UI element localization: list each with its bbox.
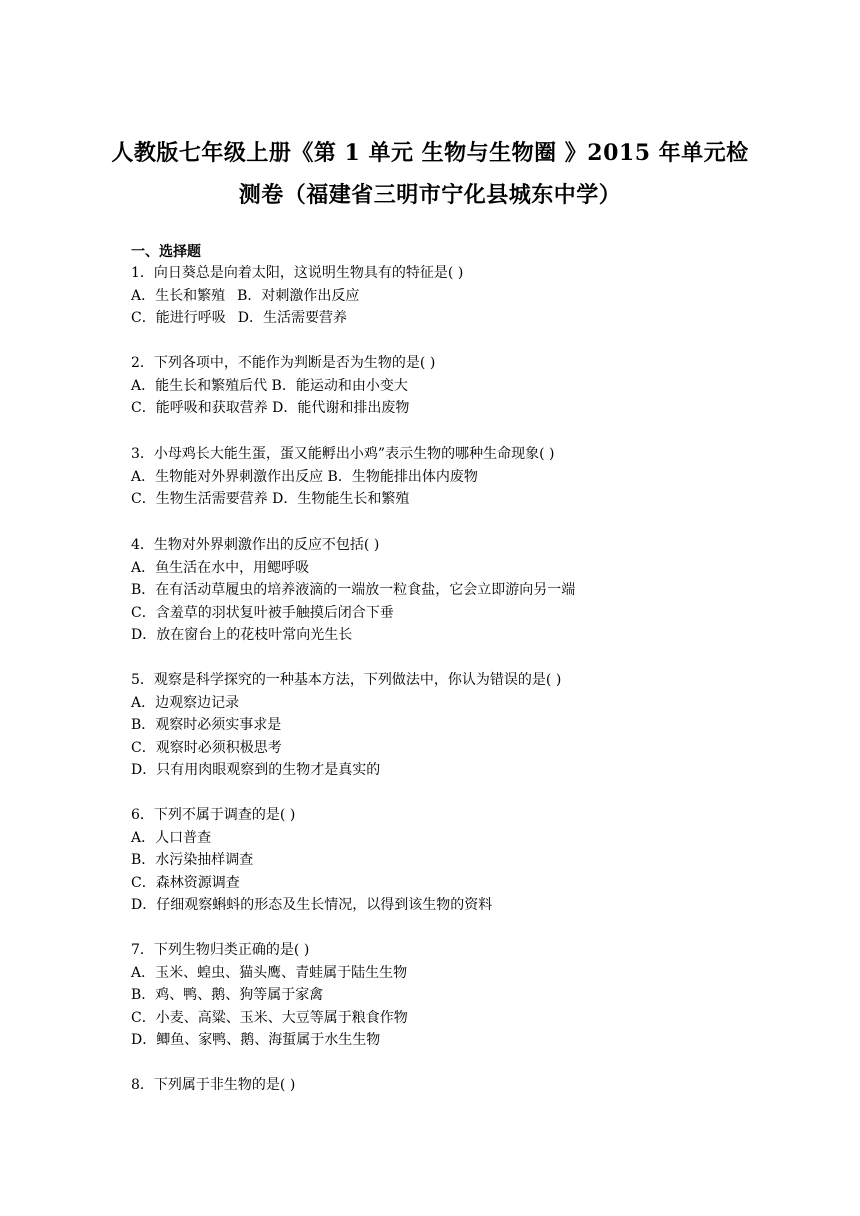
- option-line: [131, 760, 380, 780]
- option-line: [131, 693, 239, 713]
- option-line: [131, 625, 352, 645]
- answer-option: D．鲫鱼、家鸭、鹅、海蜇属于水生生物: [131, 1032, 381, 1048]
- option-line: [131, 715, 281, 735]
- question-stem: 5．观察是科学探究的一种基本方法，下列做法中，你认为错误的是( ): [131, 672, 562, 688]
- exam-title-line-1: 人教版七年级上册《第 1 单元 生物与生物圈 》2015 年单元检: [111, 140, 749, 166]
- option-line: [131, 963, 407, 983]
- question-stem: 6．下列不属于调查的是( ): [131, 807, 296, 823]
- option-line: [131, 376, 408, 396]
- option-line: [131, 308, 347, 328]
- option-line: [131, 558, 309, 578]
- answer-option: D．只有用肉眼观察到的生物才是真实的: [131, 762, 381, 778]
- answer-option: C．能呼吸和获取营养 D．能代谢和排出废物: [131, 400, 410, 416]
- option-line: [131, 1008, 408, 1028]
- exam-title-line-2: 测卷（福建省三明市宁化县城东中学）: [238, 182, 622, 208]
- option-line: [131, 398, 409, 418]
- answer-option: C．生物生活需要营养 D．生物能生长和繁殖: [131, 491, 410, 507]
- option-line: [131, 489, 409, 509]
- question-stem: 3．小母鸡长大能生蛋，蛋又能孵出小鸡”表示生物的哪种生命现象( ): [131, 446, 555, 462]
- option-line: [131, 286, 359, 306]
- answer-option: C．能进行呼吸: [131, 310, 226, 326]
- answer-option: A．生长和繁殖: [131, 288, 226, 304]
- option-line: [131, 873, 240, 893]
- option-line: [131, 895, 492, 915]
- answer-option: A．鱼生活在水中，用鳃呼吸: [131, 560, 310, 576]
- answer-option: A．生物能对外界刺激作出反应 B．生物能排出体内废物: [131, 469, 478, 485]
- option-line: [131, 738, 282, 758]
- answer-option: B．对刺激作出反应: [237, 288, 360, 304]
- answer-option: B．观察时必须实事求是: [131, 717, 282, 733]
- option-line: [131, 828, 211, 848]
- answer-option: A．人口普查: [131, 830, 212, 846]
- option-line: [131, 850, 253, 870]
- answer-option: C．观察时必须积极思考: [131, 740, 282, 756]
- question-stem: 8．下列属于非生物的是( ): [131, 1077, 296, 1093]
- option-line: [131, 603, 394, 623]
- option-line: [131, 985, 323, 1005]
- question-stem: 4．生物对外界刺激作出的反应不包括( ): [131, 537, 380, 553]
- section-heading: 一、选择题: [131, 244, 201, 260]
- option-line: [131, 1030, 380, 1050]
- question-stem: 1．向日葵总是向着太阳，这说明生物具有的特征是( ): [131, 265, 464, 281]
- answer-option: A．能生长和繁殖后代 B．能运动和由小变大: [131, 378, 408, 394]
- answer-option: A．玉米、蝗虫、猫头鹰、青蛙属于陆生生物: [131, 965, 408, 981]
- option-line: [131, 467, 478, 487]
- answer-option: D．放在窗台上的花枝叶常向光生长: [131, 627, 353, 643]
- answer-option: B．鸡、鸭、鹅、狗等属于家禽: [131, 987, 324, 1003]
- answer-option: D．仔细观察蝌蚪的形态及生长情况，以得到该生物的资料: [131, 897, 493, 913]
- question-stem: 2．下列各项中，不能作为判断是否为生物的是( ): [131, 355, 436, 371]
- answer-option: C．含羞草的羽状复叶被手触摸后闭合下垂: [131, 605, 394, 621]
- answer-option: A．边观察边记录: [131, 695, 240, 711]
- answer-option: B．在有活动草履虫的培养液滴的一端放一粒食盐，它会立即游向另一端: [131, 582, 576, 598]
- answer-option: C．小麦、高粱、玉米、大豆等属于粮食作物: [131, 1010, 408, 1026]
- answer-option: C．森林资源调查: [131, 875, 240, 891]
- option-line: [131, 580, 575, 600]
- answer-option: D．生活需要营养: [237, 310, 347, 326]
- answer-option: B．水污染抽样调查: [131, 852, 254, 868]
- question-stem: 7．下列生物归类正确的是( ): [131, 942, 310, 958]
